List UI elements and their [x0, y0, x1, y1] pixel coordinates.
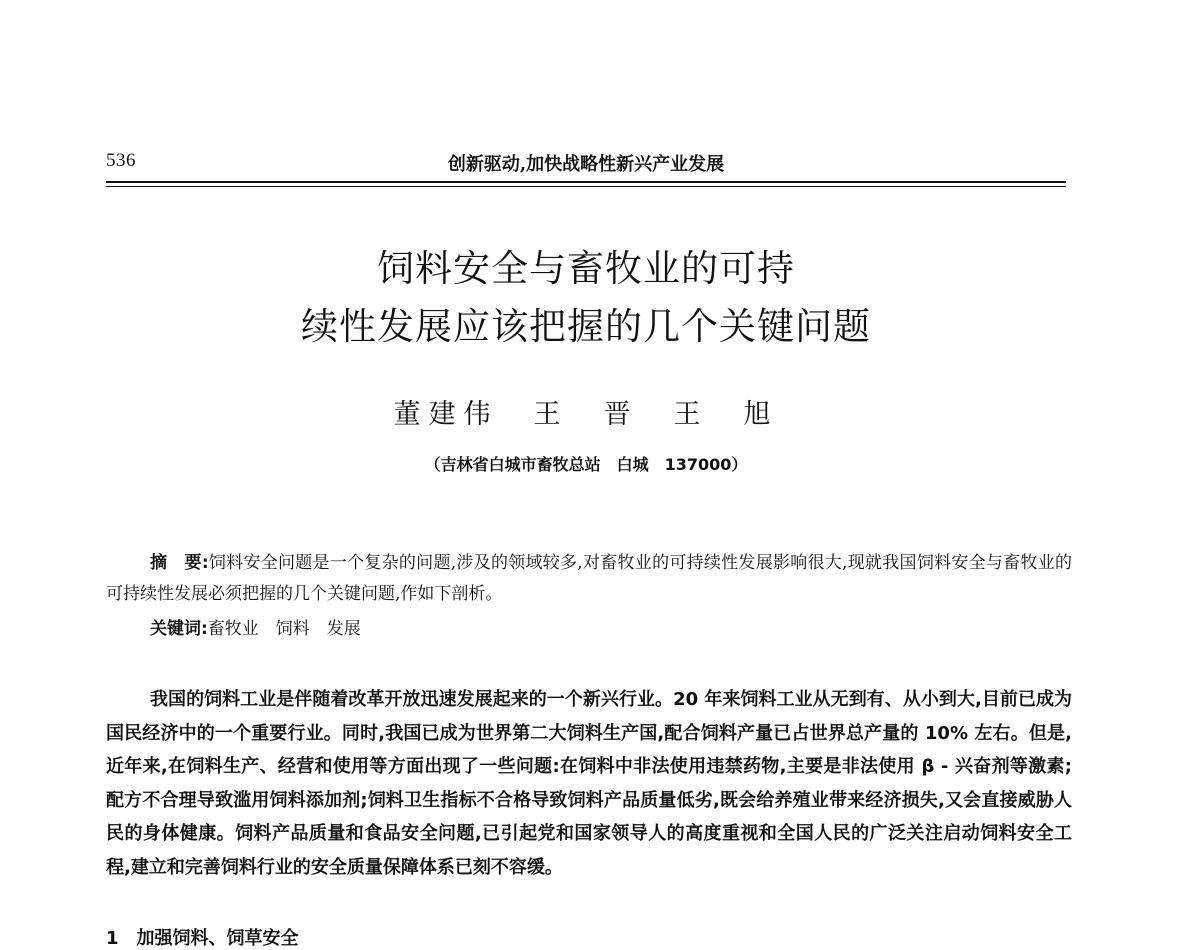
running-title: 创新驱动,加快战略性新兴产业发展 [447, 154, 725, 175]
abstract-text: 饲料安全问题是一个复杂的问题,涉及的领域较多,对畜牧业的可持续性发展影响很大,现就我国饲料安全与畜牧业的可持续性发展必须把握的几个关键问题,作如下剖析。 [106, 553, 1073, 604]
article-title-line-2: 续性发展应该把握的几个关键问题 [301, 305, 871, 348]
authors: 董建伟 王 晋 王 旭 [393, 399, 779, 430]
abstract-label: 摘 要 [150, 553, 202, 573]
affiliation: （吉林省白城市畜牧总站 白城 137000） [424, 455, 748, 474]
abstract-colon: : [201, 553, 209, 573]
article-title-line-1: 饲料安全与畜牧业的可持 [377, 247, 795, 290]
body-paragraph: 我国的饲料工业是伴随着改革开放迅速发展起来的一个新兴行业。20 年来饲料工业从无到有、从小到大,目前已成为国民经济中的一个重要行业。同时,我国已成为世界第二大饲料生产国,配合饲料产量已占世界总产量的 10% 左右。但是,近年来,在饲料生产、经营和使用等方面出现了一些问题:在饲料中非法使用违禁药物,主要是非法使用 β - 兴奋剂等激素;配方不合理导致滥用饲料添加剂;饲料卫生指标不合格导致饲料产品质量低劣,既会给养殖业带来经济损失,又会直接威胁人民的身体健康。饲料产品质量和食品安全问题,已引起党和国家领导人的高度重视和全国人民的广泛关注启动饲料安全工程,建立和完善饲料行业的安全质量保障体系已刻不容缓。 [106, 689, 1072, 878]
keywords-text: 畜牧业 饲料 发展 [207, 619, 361, 639]
section-heading: 1 加强饲料、饲草安全 [106, 928, 299, 949]
abstract [106, 548, 1072, 610]
header-rule-thin [106, 186, 1066, 187]
header-rule-thick [106, 181, 1066, 183]
keywords [150, 614, 361, 645]
page-number: 536 [106, 150, 136, 171]
keywords-colon: : [201, 619, 208, 639]
keywords-label: 关键词 [150, 619, 201, 639]
